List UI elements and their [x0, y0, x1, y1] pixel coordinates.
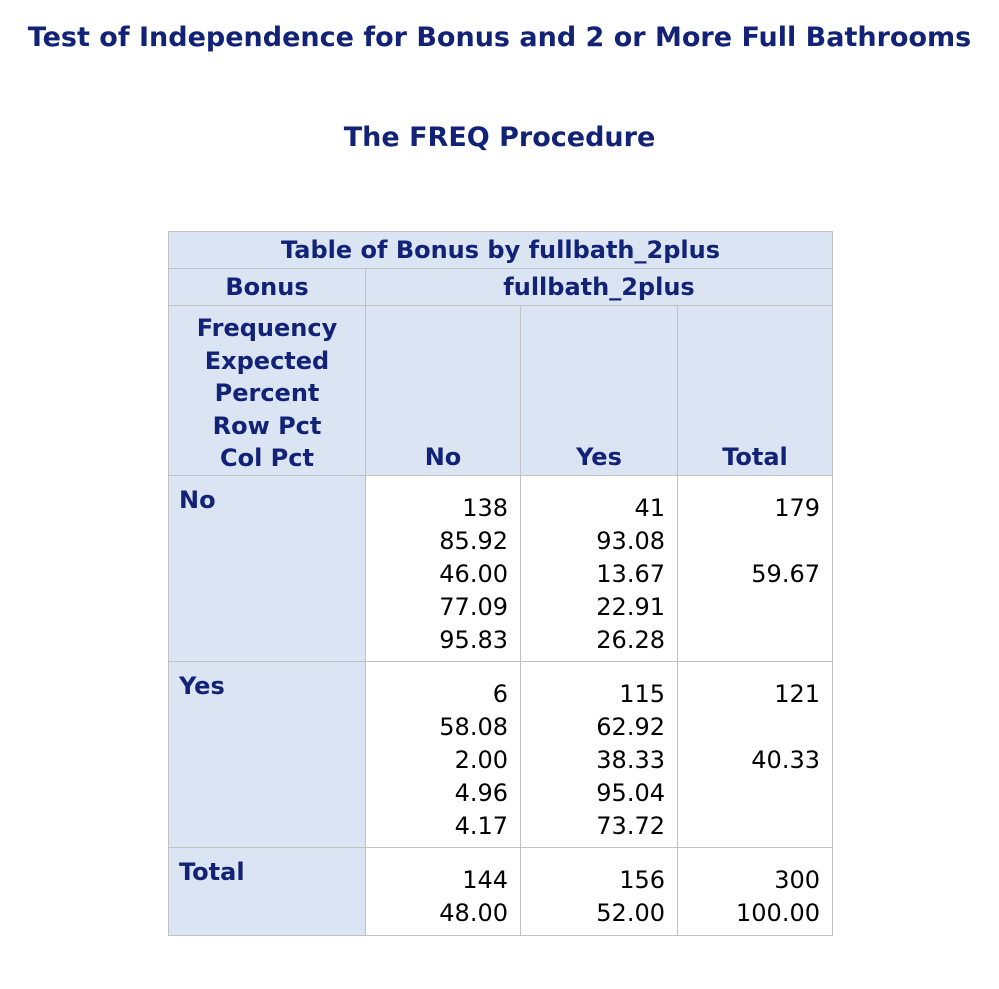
cell-value: 138 — [462, 493, 508, 522]
cell-value: 4.96 — [454, 778, 508, 807]
row-header-total: Total — [169, 847, 366, 935]
row-variable-header: Bonus — [169, 269, 366, 306]
cell-no-no — [366, 475, 521, 661]
cell-value — [678, 525, 820, 558]
table-caption: Table of Bonus by fullbath_2plus — [169, 232, 833, 269]
column-header-no: No — [366, 306, 521, 476]
cell-no-yes — [521, 475, 678, 661]
cell-value — [678, 624, 820, 657]
cell-value: 13.67 — [596, 559, 665, 588]
cell-value: 73.72 — [596, 811, 665, 840]
cell-value: 156 — [619, 865, 665, 894]
cell-value: 38.33 — [596, 745, 665, 774]
procedure-title: The FREQ Procedure — [343, 122, 656, 153]
stat-label-row-pct: Row Pct — [212, 411, 322, 440]
stat-label-frequency: Frequency — [196, 314, 338, 342]
cell-value: 115 — [619, 679, 665, 708]
cell-value: 6 — [492, 679, 508, 708]
cell-total-yes — [521, 847, 678, 935]
cell-value: 22.91 — [596, 592, 665, 621]
cell-yes-yes — [521, 661, 678, 847]
cell-value: 26.28 — [596, 625, 665, 654]
cell-value: 77.09 — [439, 592, 508, 621]
cell-yes-no — [366, 661, 521, 847]
cell-value: 41 — [634, 493, 665, 522]
cell-value: 46.00 — [439, 559, 508, 588]
table-row — [169, 661, 833, 847]
cell-value: 144 — [462, 865, 508, 894]
stat-label-expected: Expected — [204, 346, 330, 375]
table-row — [169, 475, 833, 661]
column-header-total: Total — [678, 306, 833, 476]
cell-value: 48.00 — [439, 898, 508, 927]
stat-label-percent: Percent — [214, 379, 320, 407]
row-header-yes: Yes — [169, 661, 366, 847]
cell-value: 58.08 — [439, 712, 508, 741]
cell-value: 93.08 — [596, 526, 665, 555]
cell-total-no — [366, 847, 521, 935]
row-header-no: No — [169, 475, 366, 661]
cell-value: 95.04 — [596, 778, 665, 807]
statistic-labels — [169, 306, 366, 476]
report-title: Test of Independence for Bonus and 2 or More Full Bathrooms — [27, 22, 972, 53]
cell-value: 40.33 — [751, 745, 820, 774]
column-header-yes: Yes — [521, 306, 678, 476]
cell-value: 4.17 — [454, 811, 508, 840]
cell-value: 52.00 — [596, 898, 665, 927]
cell-value: 62.92 — [596, 712, 665, 741]
cell-value: 95.83 — [439, 625, 508, 654]
cell-value: 121 — [774, 679, 820, 708]
cell-value: 2.00 — [454, 745, 508, 774]
cell-value: 59.67 — [751, 559, 820, 588]
cell-value: 100.00 — [736, 898, 820, 927]
cell-value: 179 — [774, 493, 820, 522]
cell-no-total — [678, 475, 833, 661]
cell-value: 85.92 — [439, 526, 508, 555]
cell-value — [678, 591, 820, 624]
cell-value — [678, 777, 820, 810]
cell-total-total — [678, 847, 833, 935]
cell-yes-total — [678, 661, 833, 847]
cell-value — [678, 711, 820, 744]
crosstab-table — [168, 231, 833, 936]
cell-value: 300 — [774, 865, 820, 894]
table-row — [169, 847, 833, 935]
stat-label-col-pct: Col Pct — [220, 444, 314, 472]
cell-value — [678, 810, 820, 843]
column-variable-header: fullbath_2plus — [366, 269, 833, 306]
